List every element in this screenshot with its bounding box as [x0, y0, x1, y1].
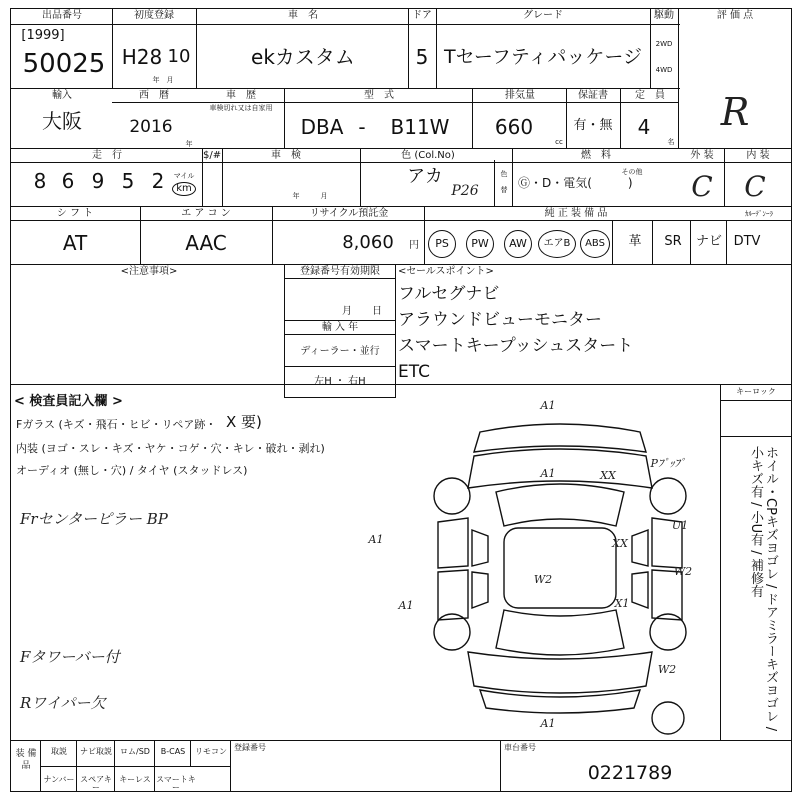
mark-front: A1: [540, 399, 556, 412]
mark-right-w2: W2: [673, 565, 693, 578]
inspector-glass-line: Fガラス (キズ・飛石・ヒビ・リペア跡・: [16, 418, 217, 431]
inspection-units: 年 月: [292, 192, 328, 200]
footer-reg-no-label: 登録番号: [234, 743, 266, 752]
footer-item-number: ナンバー: [43, 775, 75, 784]
mark-roof: W2: [533, 573, 553, 586]
exterior-grade: C: [691, 170, 713, 203]
mileage-unit-km: km: [172, 182, 196, 196]
hand-note-3: Rワイパー欠: [20, 694, 106, 712]
left-front-door-shape: [438, 518, 468, 568]
interior-label: 内 装: [746, 150, 770, 161]
model-code: B11W: [390, 115, 450, 139]
footer-item-bcas: B-CAS: [160, 747, 186, 756]
year-unit: 年: [185, 140, 193, 148]
sales-point-3: スマートキープッシュスタート: [398, 336, 634, 356]
steering-side: 左H ・ 右H: [314, 376, 366, 387]
warranty-value: 有・無: [573, 118, 613, 133]
navi-label: ｶﾙｰﾃﾞﾝｰﾗ: [745, 210, 773, 218]
color-change-bottom: 替: [500, 186, 508, 194]
mark-front-right: XX: [600, 469, 616, 482]
color-label: 色 (Col.No): [401, 150, 455, 161]
equip-aw: AW: [504, 230, 532, 258]
fuel-other-label: その他: [621, 168, 643, 176]
hand-note-1: Frセンターピラー BP: [20, 510, 168, 528]
right-front-window-shape: [632, 530, 648, 566]
shift-label: シ フ ト: [56, 208, 94, 219]
grade-value: Tセーフティパッケージ: [444, 46, 642, 68]
mark-pug: Pﾌﾟｯﾌﾟ: [650, 457, 686, 470]
first-reg-label: 初度登録: [134, 10, 174, 21]
left-front-wheel-shape: [434, 478, 470, 514]
color-name: アカ: [407, 166, 443, 187]
fuel-value: Ⓖ・D・電気( ): [518, 176, 633, 190]
equip-abs: ABS: [580, 230, 610, 258]
capacity-unit: 名: [667, 138, 675, 146]
front-bumper-shape: [474, 424, 646, 452]
footer-chassis-number: 0221789: [587, 762, 673, 784]
score-label: 評 価 点: [716, 10, 754, 21]
car-name: ekカスタム: [251, 45, 355, 69]
inspector-glass-mark: X 要): [226, 413, 262, 431]
displacement-unit: cc: [555, 138, 563, 146]
footer-equip-label: 装 備 品: [15, 749, 37, 771]
inspector-title: < 検査員記入欄 >: [14, 394, 123, 409]
origin-value: 大阪: [42, 109, 82, 133]
left-front-window-shape: [472, 530, 488, 566]
recycle-label: リサイクル預託金: [309, 208, 389, 219]
rear-glass-shape: [496, 610, 624, 655]
inspector-interior-line: 内装 (ヨゴ・スレ・キズ・ヤケ・コゲ・穴・キレ・破れ・剥れ): [16, 442, 325, 455]
warranty-label: 保証書: [578, 90, 608, 101]
reg-expiry-label: 登録番号有効期限: [300, 266, 380, 277]
windshield-shape: [496, 484, 624, 526]
caution-label: <注意事項>: [120, 266, 178, 277]
mark-right-1: U1: [671, 519, 689, 532]
first-reg-month: 10: [167, 46, 191, 67]
mark-left-fender: A1: [368, 533, 384, 546]
recycle-unit: 円: [409, 240, 419, 251]
footer-item-manual: 取説: [51, 747, 67, 756]
first-reg-units: 年 月: [152, 76, 174, 84]
mileage-digit-2: 6: [61, 169, 75, 193]
mileage-digit-3: 9: [91, 169, 105, 193]
left-rear-door-shape: [438, 570, 468, 620]
import-label: 輸入: [52, 90, 72, 101]
year-value: 2016: [129, 117, 173, 137]
trunk-shape: [468, 652, 652, 693]
hood-shape: [468, 449, 652, 488]
hand-note-2: Fタワーバー付: [20, 648, 120, 666]
door-label: ドア: [412, 10, 432, 21]
equipment-label: 純 正 装 備 品: [544, 208, 608, 219]
mileage-label: 走 行: [92, 150, 122, 161]
year-label: 西 暦: [139, 90, 169, 101]
footer-item-keyless: キーレス: [119, 775, 151, 784]
first-reg-era-year: H28: [121, 45, 163, 69]
car-diagram: [420, 396, 700, 736]
mark-left-door: A1: [398, 599, 414, 612]
inspection-label: 車 検: [271, 150, 301, 161]
roof-shape: [504, 528, 616, 608]
mark-hood: A1: [540, 467, 556, 480]
reg-month-day: 月 日: [342, 306, 382, 317]
dollar-label: $/#: [203, 150, 222, 161]
side-notes: ホイル・CPキズヨゴレ / ドアミラーキズヨゴレ / 小キズ有 / 小U有 / 補修有: [748, 446, 778, 732]
history-label: 車 歴: [226, 90, 256, 101]
sales-point-1: フルセグナビ: [398, 284, 500, 304]
color-change-top: 色: [500, 170, 508, 178]
equip-pw: PW: [466, 230, 494, 258]
sales-point-4: ETC: [398, 362, 430, 382]
equip-airbag: エアB: [538, 230, 576, 258]
exterior-label: 外 装: [690, 150, 714, 161]
mileage-digit-1: 8: [33, 169, 47, 193]
shift-value: AT: [62, 231, 88, 255]
drive-4wd: 4WD: [655, 66, 673, 74]
sales-points-label: <セールスポイント>: [398, 266, 494, 277]
right-front-wheel-shape: [650, 478, 686, 514]
equip-dtv: DTV: [733, 234, 761, 249]
model-dash: -: [358, 115, 366, 139]
capacity-label: 定 員: [635, 90, 665, 101]
footer-item-remote: リモコン: [195, 747, 227, 756]
sales-point-2: アラウンドビューモニター: [398, 310, 602, 330]
equip-ps: PS: [428, 230, 456, 258]
footer-item-navi-manual: ナビ取説: [80, 747, 112, 756]
mileage-digit-5: 2: [151, 169, 165, 193]
model-prefix: DBA: [300, 115, 344, 139]
displacement-label: 排気量: [505, 90, 535, 101]
mileage-digit-4: 5: [121, 169, 135, 193]
car-name-label: 車 名: [288, 10, 318, 21]
left-rear-window-shape: [472, 572, 488, 608]
exhibit-no-label: 出品番号: [42, 10, 82, 21]
footer-item-smart-key: スマートキー: [156, 775, 196, 792]
mileage-unit-mile: マイル: [173, 172, 195, 180]
equip-leather: 革: [628, 234, 642, 249]
footer-chassis-label: 車台番号: [504, 743, 536, 752]
mark-right-xx: XX: [612, 537, 628, 550]
history-sub: 車検切れ又は自家用: [209, 104, 273, 112]
grade-label: グレード: [523, 10, 563, 21]
equip-sunroof: SR: [664, 234, 682, 249]
mark-rear-right: W2: [657, 663, 677, 676]
dealer-parallel: ディーラー・並行: [300, 346, 380, 357]
aircon-label: エ ア コ ン: [181, 208, 231, 219]
mark-right-x1: X1: [614, 597, 630, 610]
exhibit-code: [1999]: [21, 28, 65, 43]
door-count: 5: [415, 45, 429, 69]
model-label: 型 式: [364, 90, 394, 101]
exhibit-number: 50025: [22, 49, 106, 79]
footer-item-rom-sd: ロム/SD: [120, 747, 150, 756]
spare-tire-shape: [652, 702, 684, 734]
right-rear-window-shape: [632, 572, 648, 608]
color-code: P26: [451, 183, 479, 199]
footer-item-spare-key: スペアキー: [80, 775, 112, 792]
mark-rear: A1: [540, 717, 556, 730]
interior-grade: C: [744, 170, 766, 203]
drive-2wd: 2WD: [655, 40, 673, 48]
displacement-value: 660: [494, 115, 534, 139]
drive-label: 駆動: [654, 10, 674, 21]
import-year-label: 輸 入 年: [321, 322, 359, 333]
equip-navi: ナビ: [695, 234, 722, 249]
score-value: R: [720, 90, 750, 134]
inspector-audio-line: オーディオ (無し・穴) / タイヤ (スタッドレス): [16, 464, 248, 477]
capacity-value: 4: [637, 115, 651, 139]
fuel-label: 燃 料: [581, 150, 611, 161]
aircon-value: AAC: [185, 231, 227, 255]
keylock-label: キーロック: [736, 387, 776, 396]
recycle-value: 8,060: [342, 232, 394, 253]
